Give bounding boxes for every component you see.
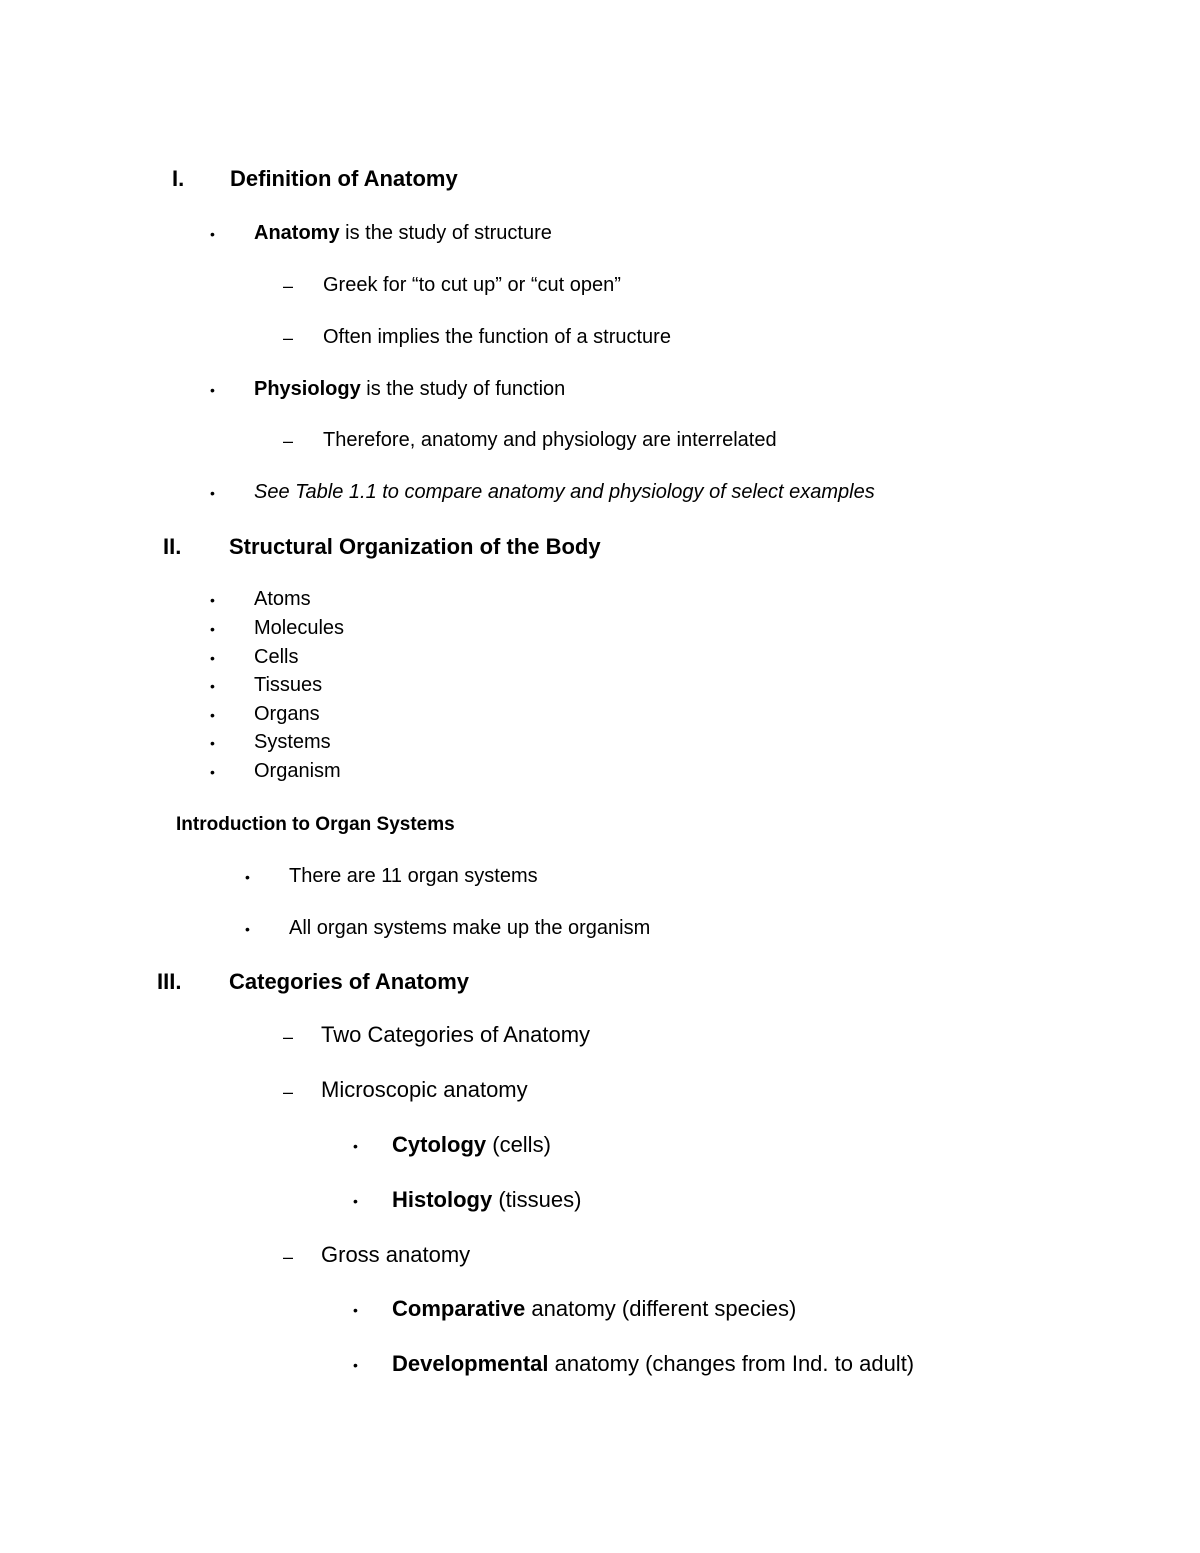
interrelated-note: Therefore, anatomy and physiology are interrelated	[323, 429, 777, 451]
comparative-term: Comparative	[392, 1296, 526, 1321]
see-table-note: See Table 1.1 to compare anatomy and physiology of select examples	[254, 481, 875, 503]
physiology-definition	[254, 379, 565, 399]
dash-marker: –	[283, 1082, 294, 1102]
greek-meaning: Greek for “to cut up” or “cut open”	[323, 274, 621, 296]
bullet-marker: •	[210, 485, 215, 501]
anatomy-def-text: is the study of structure	[339, 222, 552, 244]
bullet-marker: •	[210, 650, 215, 666]
list-item: There are 11 organ systems	[289, 865, 538, 887]
dash-marker: –	[283, 328, 294, 348]
bullet-marker: •	[210, 226, 215, 242]
section-3-numeral: III.	[157, 969, 182, 994]
anatomy-term: Anatomy	[254, 222, 340, 244]
list-item: Organism	[254, 760, 341, 782]
developmental-term: Developmental	[392, 1351, 549, 1376]
list-item: Tissues	[254, 674, 323, 696]
list-item: Atoms	[254, 588, 311, 610]
developmental-desc: anatomy (changes from Ind. to adult)	[548, 1351, 915, 1376]
list-item: Cells	[254, 646, 299, 668]
bullet-marker: •	[210, 621, 215, 637]
bullet-marker: •	[210, 735, 215, 751]
section-2-title: Structural Organization of the Body	[229, 534, 601, 559]
bullet-marker: •	[245, 869, 250, 885]
gross-anatomy-item: Gross anatomy	[321, 1242, 471, 1267]
cytology-desc: (cells)	[486, 1132, 551, 1157]
bullet-marker: •	[210, 592, 215, 608]
bullet-marker: •	[353, 1193, 358, 1209]
bullet-marker: •	[210, 678, 215, 694]
implies-function: Often implies the function of a structure	[323, 326, 671, 348]
organ-systems-subheading: Introduction to Organ Systems	[176, 814, 455, 835]
histology-item	[392, 1189, 581, 1211]
bullet-marker: •	[245, 921, 250, 937]
dash-marker: –	[283, 1027, 294, 1047]
section-1-title: Definition of Anatomy	[230, 166, 458, 191]
physiology-def-text: is the study of function	[360, 378, 566, 400]
anatomy-definition	[254, 223, 552, 243]
microscopic-anatomy-item: Microscopic anatomy	[321, 1077, 528, 1102]
dash-marker: –	[283, 276, 294, 296]
comparative-item	[392, 1298, 796, 1320]
bullet-marker: •	[353, 1302, 358, 1318]
cytology-item	[392, 1134, 551, 1156]
list-item: Molecules	[254, 617, 345, 639]
section-1-numeral: I.	[172, 166, 185, 191]
two-categories-item: Two Categories of Anatomy	[321, 1022, 591, 1047]
list-item: Organs	[254, 703, 320, 725]
bullet-marker: •	[353, 1357, 358, 1373]
histology-desc: (tissues)	[492, 1187, 582, 1212]
section-3-title: Categories of Anatomy	[229, 969, 470, 994]
list-item: Systems	[254, 731, 331, 753]
bullet-marker: •	[210, 707, 215, 723]
list-item: All organ systems make up the organism	[289, 917, 651, 939]
bullet-marker: •	[210, 764, 215, 780]
bullet-marker: •	[353, 1138, 358, 1154]
developmental-item	[392, 1353, 914, 1375]
bullet-marker: •	[210, 382, 215, 398]
dash-marker: –	[283, 431, 294, 451]
physiology-term: Physiology	[254, 378, 361, 400]
comparative-desc: anatomy (different species)	[525, 1296, 797, 1321]
dash-marker: –	[283, 1247, 294, 1267]
section-2-numeral: II.	[163, 534, 182, 559]
cytology-term: Cytology	[392, 1132, 487, 1157]
histology-term: Histology	[392, 1187, 493, 1212]
